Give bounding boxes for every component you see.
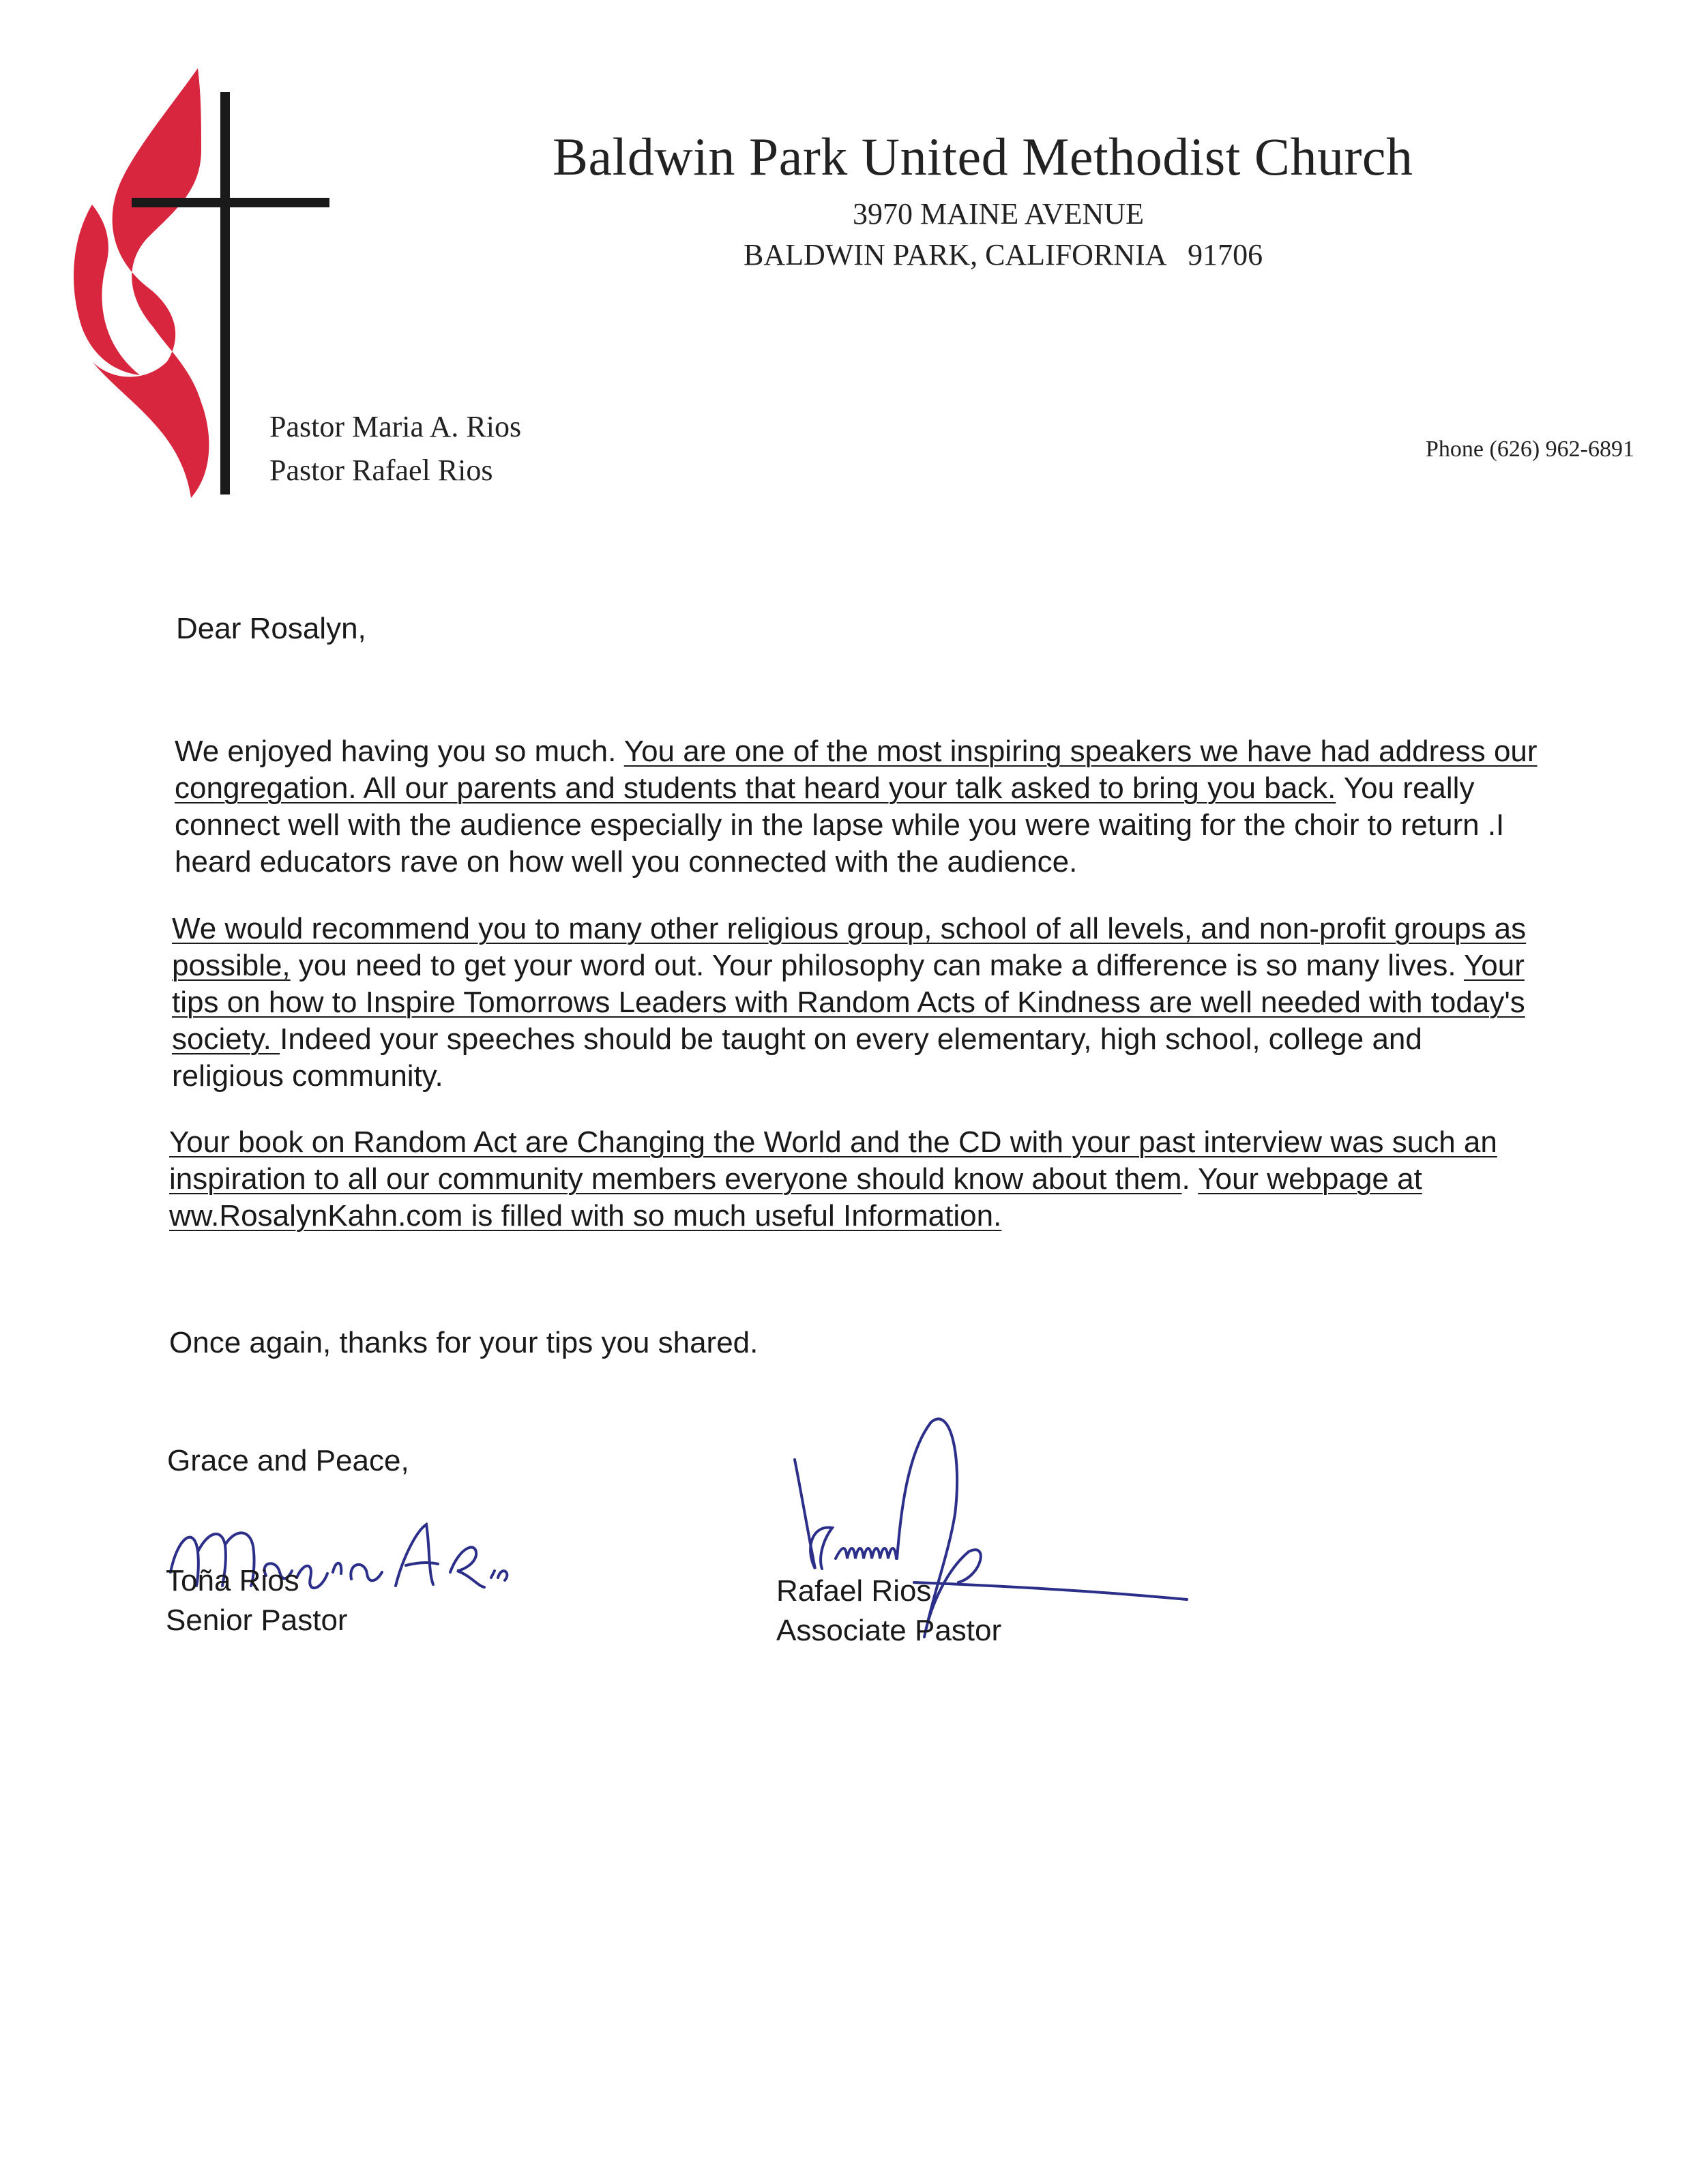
valediction: Grace and Peace, <box>167 1444 409 1477</box>
paragraph-1-segment-3: You really connect well with the audience especially in the lapse while you were waiting for the choir to return .I heard educators rave on how well you connected with the audience. <box>175 771 1505 879</box>
phone-number: Phone (626) 962-6891 <box>1426 437 1634 462</box>
church-name: Baldwin Park United Methodist Church <box>553 127 1413 186</box>
cross-horizontal <box>132 198 329 207</box>
paragraph-1-segment-2: You are one of the most inspiring speakers we have had address our congregation. All our parents and students that heard your talk asked to bring you back. <box>175 735 1538 805</box>
body-paragraph-3 <box>169 1124 1533 1235</box>
signer-title-1: Senior Pastor <box>166 1604 348 1637</box>
paragraph-3-segment-2: . <box>1181 1162 1199 1196</box>
pastor-name-2: Pastor Rafael Rios <box>269 454 493 487</box>
paragraph-2-segment-1: We would recommend you to many other religious group, school of all levels, and non-profit groups as possible, <box>172 912 1527 982</box>
signer-name-1: Toña Rios <box>166 1564 299 1597</box>
address-line-2: BALDWIN PARK, CALIFORNIA 91706 <box>744 238 1263 271</box>
paragraph-2-segment-2: you need to get your word out. Your philosophy can make a difference is so many lives. <box>290 949 1464 982</box>
pastor-name-1: Pastor Maria A. Rios <box>269 410 522 443</box>
body-paragraph-2 <box>172 911 1536 1095</box>
paragraph-3-segment-3: Your webpage at ww.RosalynKahn.com is filled with so much useful Information. <box>169 1162 1422 1233</box>
signer-name-2: Rafael Rios <box>776 1574 932 1608</box>
signer-title-2: Associate Pastor <box>776 1614 1002 1647</box>
address-line-1: 3970 MAINE AVENUE <box>853 197 1144 231</box>
salutation: Dear Rosalyn, <box>176 612 366 645</box>
cross-vertical <box>220 92 230 495</box>
flame-shape <box>74 68 209 498</box>
paragraph-3-segment-1: Your book on Random Act are Changing the World and the CD with your past interview was such an inspiration to all our community members everyone should know about them <box>169 1125 1497 1196</box>
paragraph-2-segment-4: Indeed your speeches should be taught on every elementary, high school, college and religious community. <box>172 1022 1422 1093</box>
closing-line: Once again, thanks for your tips you shared. <box>169 1326 759 1359</box>
paragraph-2-segment-3: Your tips on how to Inspire Tomorrows Leaders with Random Acts of Kindness are well needed with today's society. <box>172 949 1525 1056</box>
paragraph-1-segment-1: We enjoyed having you so much. <box>175 735 624 768</box>
body-paragraph-1 <box>175 733 1539 881</box>
